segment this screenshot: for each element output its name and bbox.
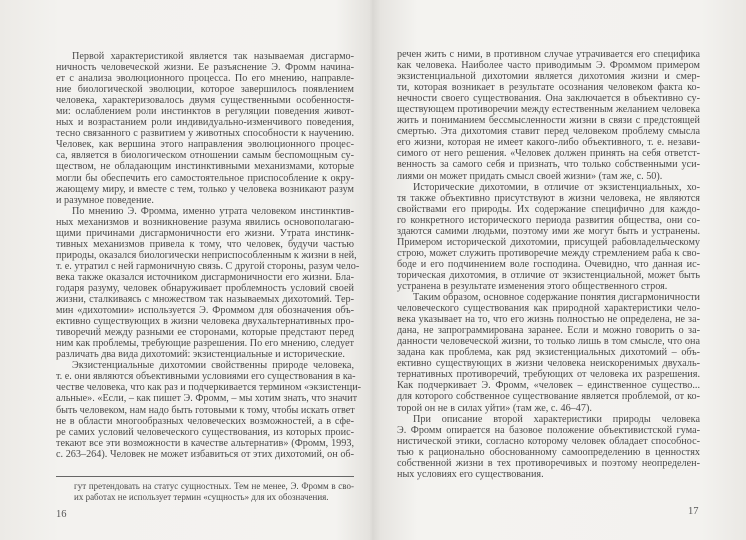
text-line: тернативных противоречий, требующих от человека их разрешения.	[397, 369, 700, 381]
text-line: ективно существующих в жизни человека двухальтернативных про-	[56, 316, 354, 328]
text-line: задана как проблема, как ряд экзистенциальных дихотомий – объ-	[397, 347, 700, 359]
text-line: ние биологической эволюции, которое завершилось появлением	[56, 84, 354, 96]
text-line: Человек, как вершина этого направления эволюционного процес-	[56, 139, 354, 151]
text-line: При описание второй характеристики природы человека	[413, 413, 700, 425]
text-line: тиворечий между разными ее сторонами, которые предстают перед	[56, 327, 354, 339]
text-line: лиями он может придать смысл своей жизни» (там же, с. 50).	[397, 170, 663, 182]
text-line: смертью. Эта дихотомия ставит перед человеком проблему смысла	[397, 126, 700, 138]
text-line: венность за самого себя и признать, что только собственными уси-	[397, 159, 700, 171]
text-line: могли бы обеспечить его самостоятельное приспособление к окру-	[56, 172, 354, 184]
text-line: как человека. Наиболее часто приводимым Э. Фроммом примером	[397, 60, 700, 72]
paragraph	[56, 51, 354, 206]
text-line: нистической этики, согласно которому человек обладает способнос-	[397, 435, 700, 447]
text-line: с. 263–264). Человек не может избавиться от этих дихотомий, он об-	[56, 448, 354, 460]
text-line: боде и его подчинением воле господина. Очевидно, что данная ис-	[397, 258, 700, 270]
text-line: ти, которая возникает в результате осознания человеком факта ко-	[397, 82, 700, 94]
text-line: различать два вида дихотомий: экзистенциальные и исторические.	[56, 349, 345, 361]
right-page-body-text	[397, 49, 700, 480]
text-line: ничность человеческой жизни. Ее разъяснение Э. Фромм начина-	[56, 62, 354, 74]
paragraph	[56, 360, 362, 460]
text-line: тя также объективно присутствуют в жизни человека, не являются	[397, 192, 700, 204]
text-line: человека, характеризовалось двумя существенными особенностя-	[56, 95, 354, 107]
page-number-right: 17	[688, 506, 699, 517]
text-line: По мнению Э. Фромма, именно утрата человеком инстинктив-	[72, 205, 354, 217]
text-line: устранена в результате изменения этого общественного строя.	[397, 280, 668, 292]
text-line: мин «дихотомии» используется Э. Фроммом для обозначения объ-	[56, 305, 354, 317]
text-line: щими причинами дисгармоничности его жизни. Утрата инстинк-	[56, 227, 354, 239]
text-line: ре самих условий человеческого существования, из которых проис-	[56, 426, 354, 438]
text-line: Таким образом, основное содержание понятия дисгармоничности	[413, 292, 700, 304]
footnote-divider	[56, 476, 354, 477]
text-line: тью к рационально обоснованному самоопределению в ценностях	[397, 446, 700, 458]
text-line: симого от него решения. «Человек должен принять на себя ответст-	[397, 148, 700, 160]
text-line: строю, может служить противоречие между стремлением раба к сво-	[397, 247, 700, 259]
text-line: века указывает на то, что его жизнь полностью не определена, не за-	[397, 314, 700, 326]
text-line: ществом, не обладающим инстинктивными механизмами, которые	[56, 161, 354, 173]
text-line: Первой характеристикой является так называемая дисгармо-	[72, 51, 354, 62]
text-line: са, является в биологическом отношении самым беспомощным су-	[56, 150, 354, 162]
text-line: т. е. утратил с ней гармоничную связь. С другой стороны, разум чело-	[56, 260, 360, 272]
text-line: Э. Фромм опирается на базовое положение объективистской гума-	[397, 424, 700, 436]
text-line: жающему миру, и вместе с тем, только у человека возникают разум	[56, 183, 354, 195]
paragraph	[397, 49, 700, 182]
text-line: жизни, сталкиваясь с множеством так называемых дихотомий. Тер-	[56, 294, 354, 306]
right-page	[373, 0, 746, 540]
text-line: ществующем противоречии между естественным желанием человека	[397, 104, 700, 116]
text-line: жить и пониманием бессмысленности жизни в связи с предстоящей	[397, 115, 700, 127]
text-line: т. е. они являются объективными условиями его существования в ка-	[56, 371, 356, 383]
text-line: торическая дихотомия, в отличие от экзистенциальной, может быть	[397, 269, 700, 281]
text-line: его жизни, которая не имеет какого-либо объективного, т. е. незави-	[397, 137, 700, 149]
text-line: го конкретного исторического периода развития общества, они со-	[397, 214, 700, 226]
paragraph	[56, 205, 360, 361]
paragraph	[397, 182, 700, 292]
text-line: свойствами его природы. Их содержание специфично для каждо-	[397, 203, 700, 215]
text-line: Примером исторической дихотомии, присущей рабовладельческому	[397, 236, 700, 248]
text-line: альные». «Если, – как пишет Э. Фромм, – мы хотим знать, что значит	[56, 393, 358, 405]
text-line: ет с анализа эволюционного процесса. По его мнению, направле-	[56, 73, 354, 85]
text-line: торой он не в силах уйти» (там же, с. 46–47).	[397, 402, 592, 414]
text-line: для которого собственное существование является проблемой, от ко-	[397, 391, 700, 403]
text-line: нечности своего существования. Она заключается в объективно су-	[397, 93, 700, 105]
left-page-body-text	[56, 51, 362, 460]
text-line: экзистенциальной дихотомии является дихотомия жизни и смер-	[397, 71, 700, 83]
text-line: ми: ослаблением роли инстинктов в регуляции поведения живот-	[56, 106, 354, 118]
text-line: тивных механизмов привела к тому, что человек, будучи частью	[56, 238, 354, 250]
text-line: собственной жизни в тех противоречивых и поэтому неопределен-	[397, 457, 700, 469]
text-line: данности человеческой жизни, то только лишь в том смысле, что она	[397, 336, 700, 348]
text-line: честве человека, что как раз и подчеркивается термином «экзистенци-	[56, 382, 362, 394]
text-line: ных условиях его существования.	[397, 468, 544, 480]
text-line: не в области многообразных человеческих возможностей, а в сфе-	[56, 415, 354, 427]
text-line: и разумное поведение.	[56, 194, 154, 206]
text-line: ним как проблемы, требующие разрешения. По его мнению, следует	[56, 338, 354, 350]
page-number-left: 16	[56, 509, 67, 520]
paragraph	[397, 414, 700, 480]
footnote-line: гут претендовать на статус сущностных. Тем не менее, Э. Фромм в сво-	[74, 481, 354, 491]
text-line: Экзистенциальные дихотомии свойственны природе человека,	[72, 360, 354, 372]
text-line: Как подчеркивает Э. Фромм, «человек – единственное существо...	[397, 380, 700, 392]
paragraph	[397, 292, 700, 414]
text-line: речен жить с ними, в противном случае утрачивается его специфика	[397, 49, 700, 60]
footnote-line: их работах не использует термин «сущность» для их обозначения.	[74, 492, 329, 503]
text-line: дана, не запрограммирована заранее. Если и можно говорить о за-	[397, 325, 700, 337]
text-line: тесно связанного с развитием у животных способности к научению.	[56, 128, 354, 140]
text-line: быть человеком, нам надо быть готовыми к тому, чтобы искать ответ	[56, 404, 355, 416]
text-line: человеческого существования как природной характеристики чело-	[397, 303, 700, 315]
text-line: здаются самими людьми, поэтому ими же могут быть и устранены.	[397, 225, 700, 237]
text-line: ективно существующих в жизни человека неискоренимых двухаль-	[397, 358, 700, 370]
text-line: ных и возрастанием роли индивидуально-изменчивого поведения,	[56, 117, 354, 129]
text-line: природы, оказался биологически неприспособленным к жизни в ней,	[56, 249, 357, 261]
text-line: текают все эти возможности в качестве альтернатив» (Фромм, 1993,	[56, 437, 354, 449]
text-line: ных механизмов и возникновение разума явились основополагаю-	[56, 216, 354, 228]
text-line: века также оказался источником дисгармоничности его жизни. Бла-	[56, 271, 354, 283]
text-line: годаря разуму, человек обнаруживает проблемность условий своей	[56, 282, 354, 294]
text-line: Исторические дихотомии, в отличие от экзистенциальных, хо-	[413, 181, 700, 193]
footnote	[74, 481, 354, 503]
